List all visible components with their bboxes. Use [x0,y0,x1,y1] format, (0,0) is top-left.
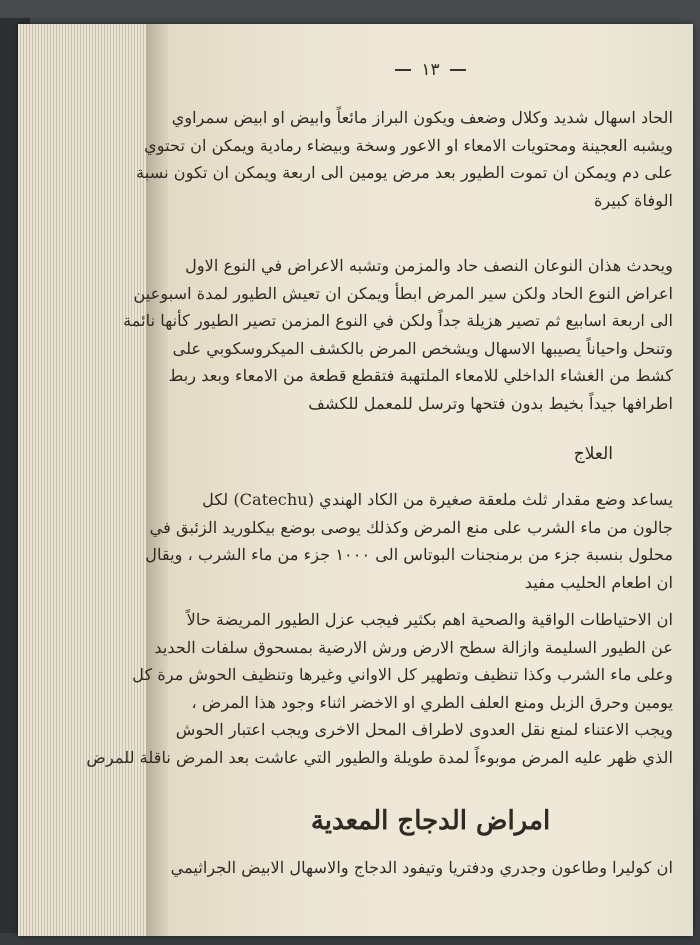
text-line: جالون من ماء الشرب على منع المرض وكذلك يوصى بوضع بيكلوريد الزئبق في [149,517,673,537]
header-dash-right [450,69,466,71]
text-line: الحاد اسهال شديد وكلال وضعف ويكون البراز مائعاً وابيض او ابيض سمراوي [171,108,673,127]
text-line: ان اطعام الحليب مفيد [524,572,673,592]
paragraph-chronic-forms [123,252,673,417]
text-line: عن الطيور السليمة وازالة سطح الارض ورش الارضية بمسحوق سلفات الحديد [154,637,673,657]
text-line: ان كوليرا وطاعون وجدري ودفتريا وتيفود الدجاج والاسهال الابيض الجراثيمي [170,858,673,877]
paragraph-symptoms-acute [136,104,673,214]
text-line: يومين وحرق الزبل ومنع العلف الطري او الاخضر اثناء وجود هذا المرض ، [191,692,673,712]
book-page-block [18,24,693,936]
text-line: ويحدث هذان النوعان النصف حاد والمزمن وتشبه الاعراض في النوع الاول [185,256,673,275]
section-title: امراض الدجاج المعدية [310,806,551,836]
text-line: كشط من الغشاء الداخلي للامعاء الملتهبة فتقطع قطعة من الامعاء وبعد ربط [168,366,673,385]
text-line: ويشبه العجينة ومحتويات الامعاء او الاعور وسخة وبيضاء رمادية ويمكن ان تحتوي [144,135,673,155]
text-line: ان الاحتياطات الواقية والصحية اهم بكثير فيجب عزل الطيور المريضة حالاً [186,610,673,629]
text-line: يساعد وضع مقدار ثلث ملعقة صغيرة من الكاد الهندي (Catechu) لكل [202,490,673,509]
text-line: الى اربعة اسابيع ثم تصير هزيلة جداً ولكن في النوع المزمن تصير الطيور كأنها نائمة [123,311,673,330]
paragraph-infectious-list [170,854,673,882]
text-line: على دم ويمكن ان تموت الطيور بعد مرض يومين الى اربعة ويمكن ان تكون نسبة [136,163,673,182]
text-line: اعراض النوع الحاد ولكن سير المرض ابطأ ويمكن ان تعيش الطيور لمدة اسبوعين [133,283,673,303]
text-line: ويجب الاعتناء لمنع نقل العدوى لاطراف المحل الاخرى ويجب اعتبار الحوش [175,720,673,739]
page-number: ١٣ [421,60,440,80]
text-line: الوفاة كبيرة [594,190,673,210]
paragraph-prevention [86,606,673,771]
header-dash-left [395,69,411,71]
page-header [168,60,693,80]
text-line: وعلى ماء الشرب وكذا تنظيف وتطهير كل الاواني وغيرها وتنظيف الحوش مرة كل [132,665,673,684]
page-edges [18,24,147,936]
book-page [86,24,693,936]
text-line: وتنحل واحياناً يصيبها الاسهال ويشخص المرض بالكشف الميكروسكوبي على [172,338,673,358]
text-line: الذي ظهر عليه المرض موبوءاً لمدة طويلة والطيور التي عاشت بعد المرض ناقلة للمرض [86,747,673,767]
treatment-heading: العلاج [573,444,613,464]
paragraph-treatment [145,486,673,596]
text-line: اطرافها جيداً بخيط بدون فتحها وترسل للمعمل للكشف [308,393,673,413]
text-line: محلول بنسبة جزء من برمنجنات البوتاس الى ١٠٠٠ جزء من ماء الشرب ، ويقال [145,545,673,564]
